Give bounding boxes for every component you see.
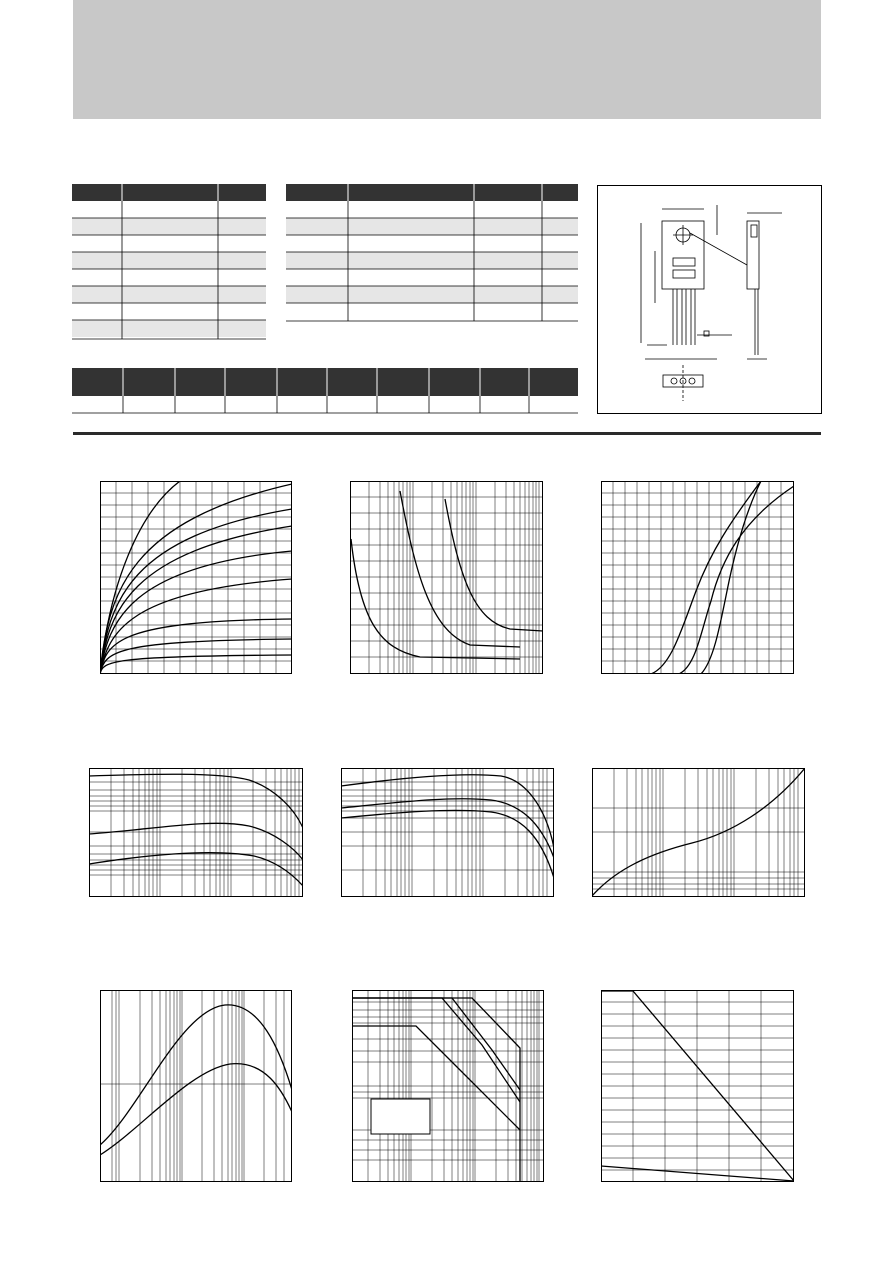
chart-7	[100, 990, 292, 1182]
chart-5	[341, 768, 554, 897]
section-divider	[73, 432, 821, 435]
package-drawing	[597, 185, 822, 414]
absolute-max-table	[72, 184, 266, 342]
chart-6	[592, 768, 805, 897]
chart-9	[601, 990, 794, 1182]
header-band	[73, 0, 821, 119]
chart-8	[352, 990, 544, 1182]
chart-1	[100, 481, 292, 674]
chart-3	[601, 481, 794, 674]
electrical-table	[286, 184, 578, 324]
switching-table	[72, 368, 578, 414]
chart-2	[350, 481, 543, 674]
chart-4	[89, 768, 303, 897]
